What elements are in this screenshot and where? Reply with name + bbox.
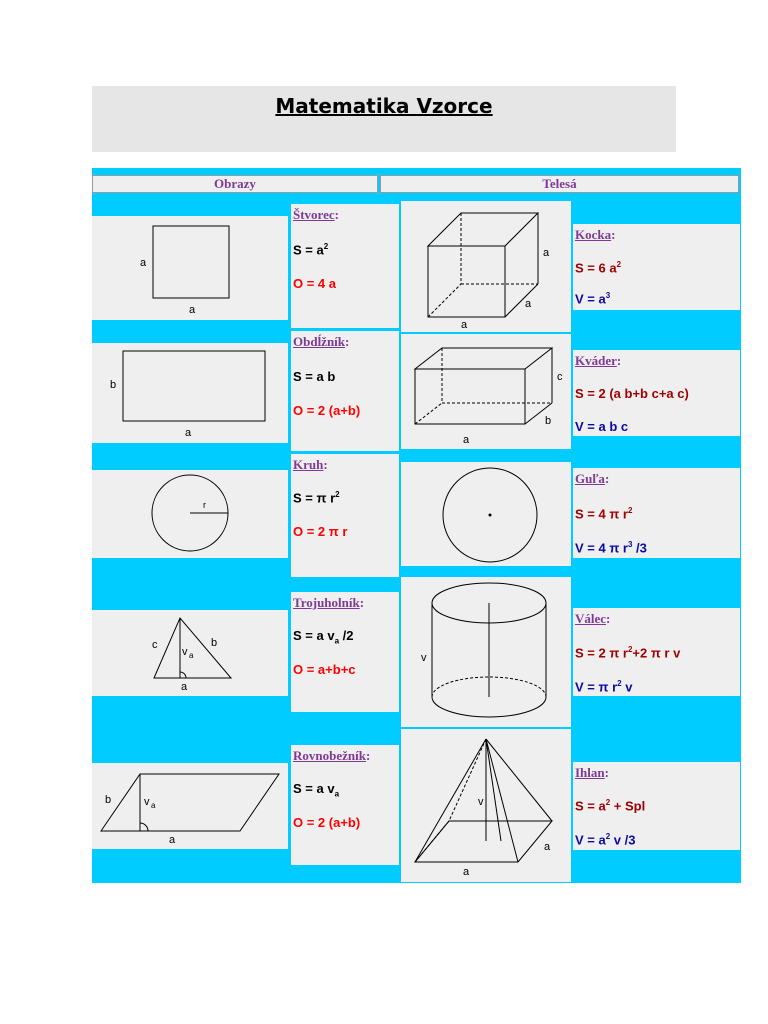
cuboid-formulas: Kváder: S = 2 (a b+b c+a c) V = a b c bbox=[573, 350, 740, 436]
sphere-name: Guľa bbox=[575, 471, 605, 486]
cube-volume: $V = a^3$ bbox=[575, 291, 611, 307]
cuboid-label-c: c bbox=[557, 371, 563, 383]
parallelogram-label-v-sub: a bbox=[151, 801, 156, 810]
triangle-label-v-sub: a bbox=[189, 651, 194, 660]
pyramid-label-a-right: a bbox=[544, 841, 551, 853]
square-name: Štvorec bbox=[293, 207, 335, 222]
parallelogram-figure bbox=[92, 763, 288, 849]
circle-radius-label: r bbox=[203, 500, 206, 510]
pyramid-label-a-bottom: a bbox=[463, 866, 470, 878]
triangle-area: S = a $v_a$ /2 bbox=[293, 628, 354, 646]
parallelogram-perimeter: O = 2 (a+b) bbox=[293, 815, 361, 830]
square-perimeter: O = 4 a bbox=[293, 276, 336, 291]
rectangle-formulas: Obdĺžník: S = a b O = 2 (a+b) bbox=[291, 331, 399, 451]
cube-label-height: a bbox=[543, 247, 550, 259]
pyramid-name: Ihlan bbox=[575, 765, 605, 780]
cube-formulas: Kocka: S = 6 $a^2$ $V = a^3$ bbox=[573, 224, 740, 310]
triangle-label-v: v bbox=[182, 646, 188, 658]
square-figure bbox=[92, 216, 288, 320]
rectangle-label-height: b bbox=[110, 379, 117, 391]
cuboid-label-b: b bbox=[545, 415, 552, 427]
parallelogram-area: S = a $v_a$ bbox=[293, 781, 340, 799]
sphere-volume: V = 4 π $r^3$ /3 bbox=[575, 540, 647, 556]
cylinder-figure bbox=[401, 577, 571, 727]
pyramid-formulas: Ihlan: $S = a^2$ + Spl $V = a^2$ v /3 bbox=[573, 762, 740, 850]
square-formulas: Štvorec: $S = a^2$ O = 4 a bbox=[291, 204, 399, 328]
triangle-perimeter: O = a+b+c bbox=[293, 662, 356, 677]
circle-name: Kruh bbox=[293, 457, 324, 472]
triangle-label-b: b bbox=[211, 637, 218, 649]
cylinder-volume: V = π $r^2$ v bbox=[575, 679, 633, 695]
pyramid-figure bbox=[401, 729, 571, 882]
parallelogram-label-b: b bbox=[105, 794, 112, 806]
pyramid-label-v: v bbox=[478, 796, 484, 808]
header-shapes: Obrazy bbox=[92, 175, 378, 193]
cube-name: Kocka bbox=[575, 227, 612, 242]
rectangle-name: Obdĺžník bbox=[293, 334, 346, 349]
triangle-name: Trojuholník bbox=[293, 595, 360, 610]
cuboid-label-a: a bbox=[463, 434, 470, 446]
parallelogram-formulas: Rovnobežník: S = a $v_a$ O = 2 (a+b) bbox=[291, 745, 399, 865]
cylinder-name: Válec bbox=[575, 611, 607, 626]
cuboid-name: Kváder bbox=[575, 353, 617, 368]
triangle-label-a: a bbox=[181, 681, 188, 693]
sphere-surface: S = 4 π $r^2$ bbox=[575, 506, 633, 522]
triangle-formulas: Trojuholník: S = a $v_a$ /2 O = a+b+c bbox=[291, 592, 399, 712]
cuboid-surface: S = 2 (a b+b c+a c) bbox=[575, 386, 689, 401]
triangle-figure bbox=[92, 610, 288, 696]
cube-label-width: a bbox=[461, 319, 468, 331]
square-side-label-left: a bbox=[140, 257, 147, 269]
cube-surface: S = 6 $a^2$ bbox=[575, 260, 622, 276]
rectangle-label-width: a bbox=[185, 427, 192, 439]
title-box bbox=[92, 86, 676, 152]
square-side-label-bottom: a bbox=[189, 304, 196, 316]
parallelogram-label-v: v bbox=[144, 796, 150, 808]
pyramid-volume: $V = a^2$ v /3 bbox=[575, 832, 636, 848]
parallelogram-name: Rovnobežník bbox=[293, 748, 366, 763]
circle-area: S = π $r^2$ bbox=[293, 490, 340, 506]
cuboid-volume: V = a b c bbox=[575, 419, 629, 434]
circle-figure bbox=[92, 470, 288, 558]
circle-perimeter: O = 2 π r bbox=[293, 524, 348, 539]
sphere-formulas: Guľa: S = 4 π $r^2$ V = 4 π $r^3$ /3 bbox=[573, 468, 740, 558]
rectangle-figure bbox=[92, 343, 288, 443]
parallelogram-label-a: a bbox=[169, 834, 176, 846]
cube-label-depth: a bbox=[525, 298, 532, 310]
cylinder-formulas: Válec: S = 2 π $r^2+2$ π r v V = π $r^2$ v bbox=[573, 608, 740, 696]
cylinder-label-v: v bbox=[421, 652, 427, 664]
pyramid-surface: $S = a^2$ + Spl bbox=[575, 798, 646, 814]
rectangle-perimeter: O = 2 (a+b) bbox=[293, 403, 361, 418]
rectangle-area: S = a b bbox=[293, 369, 336, 384]
page-title: Matematika Vzorce bbox=[275, 94, 493, 118]
sphere-figure bbox=[401, 462, 571, 566]
cuboid-figure bbox=[401, 334, 571, 449]
cube-figure bbox=[401, 201, 571, 332]
square-area: $S = a^2$ bbox=[293, 242, 329, 258]
circle-formulas: Kruh: S = π $r^2$ O = 2 π r bbox=[291, 454, 399, 577]
header-solids: Telesá bbox=[380, 175, 739, 193]
cylinder-surface: S = 2 π $r^2+2$ π r v bbox=[575, 645, 681, 661]
triangle-label-c: c bbox=[152, 639, 158, 651]
